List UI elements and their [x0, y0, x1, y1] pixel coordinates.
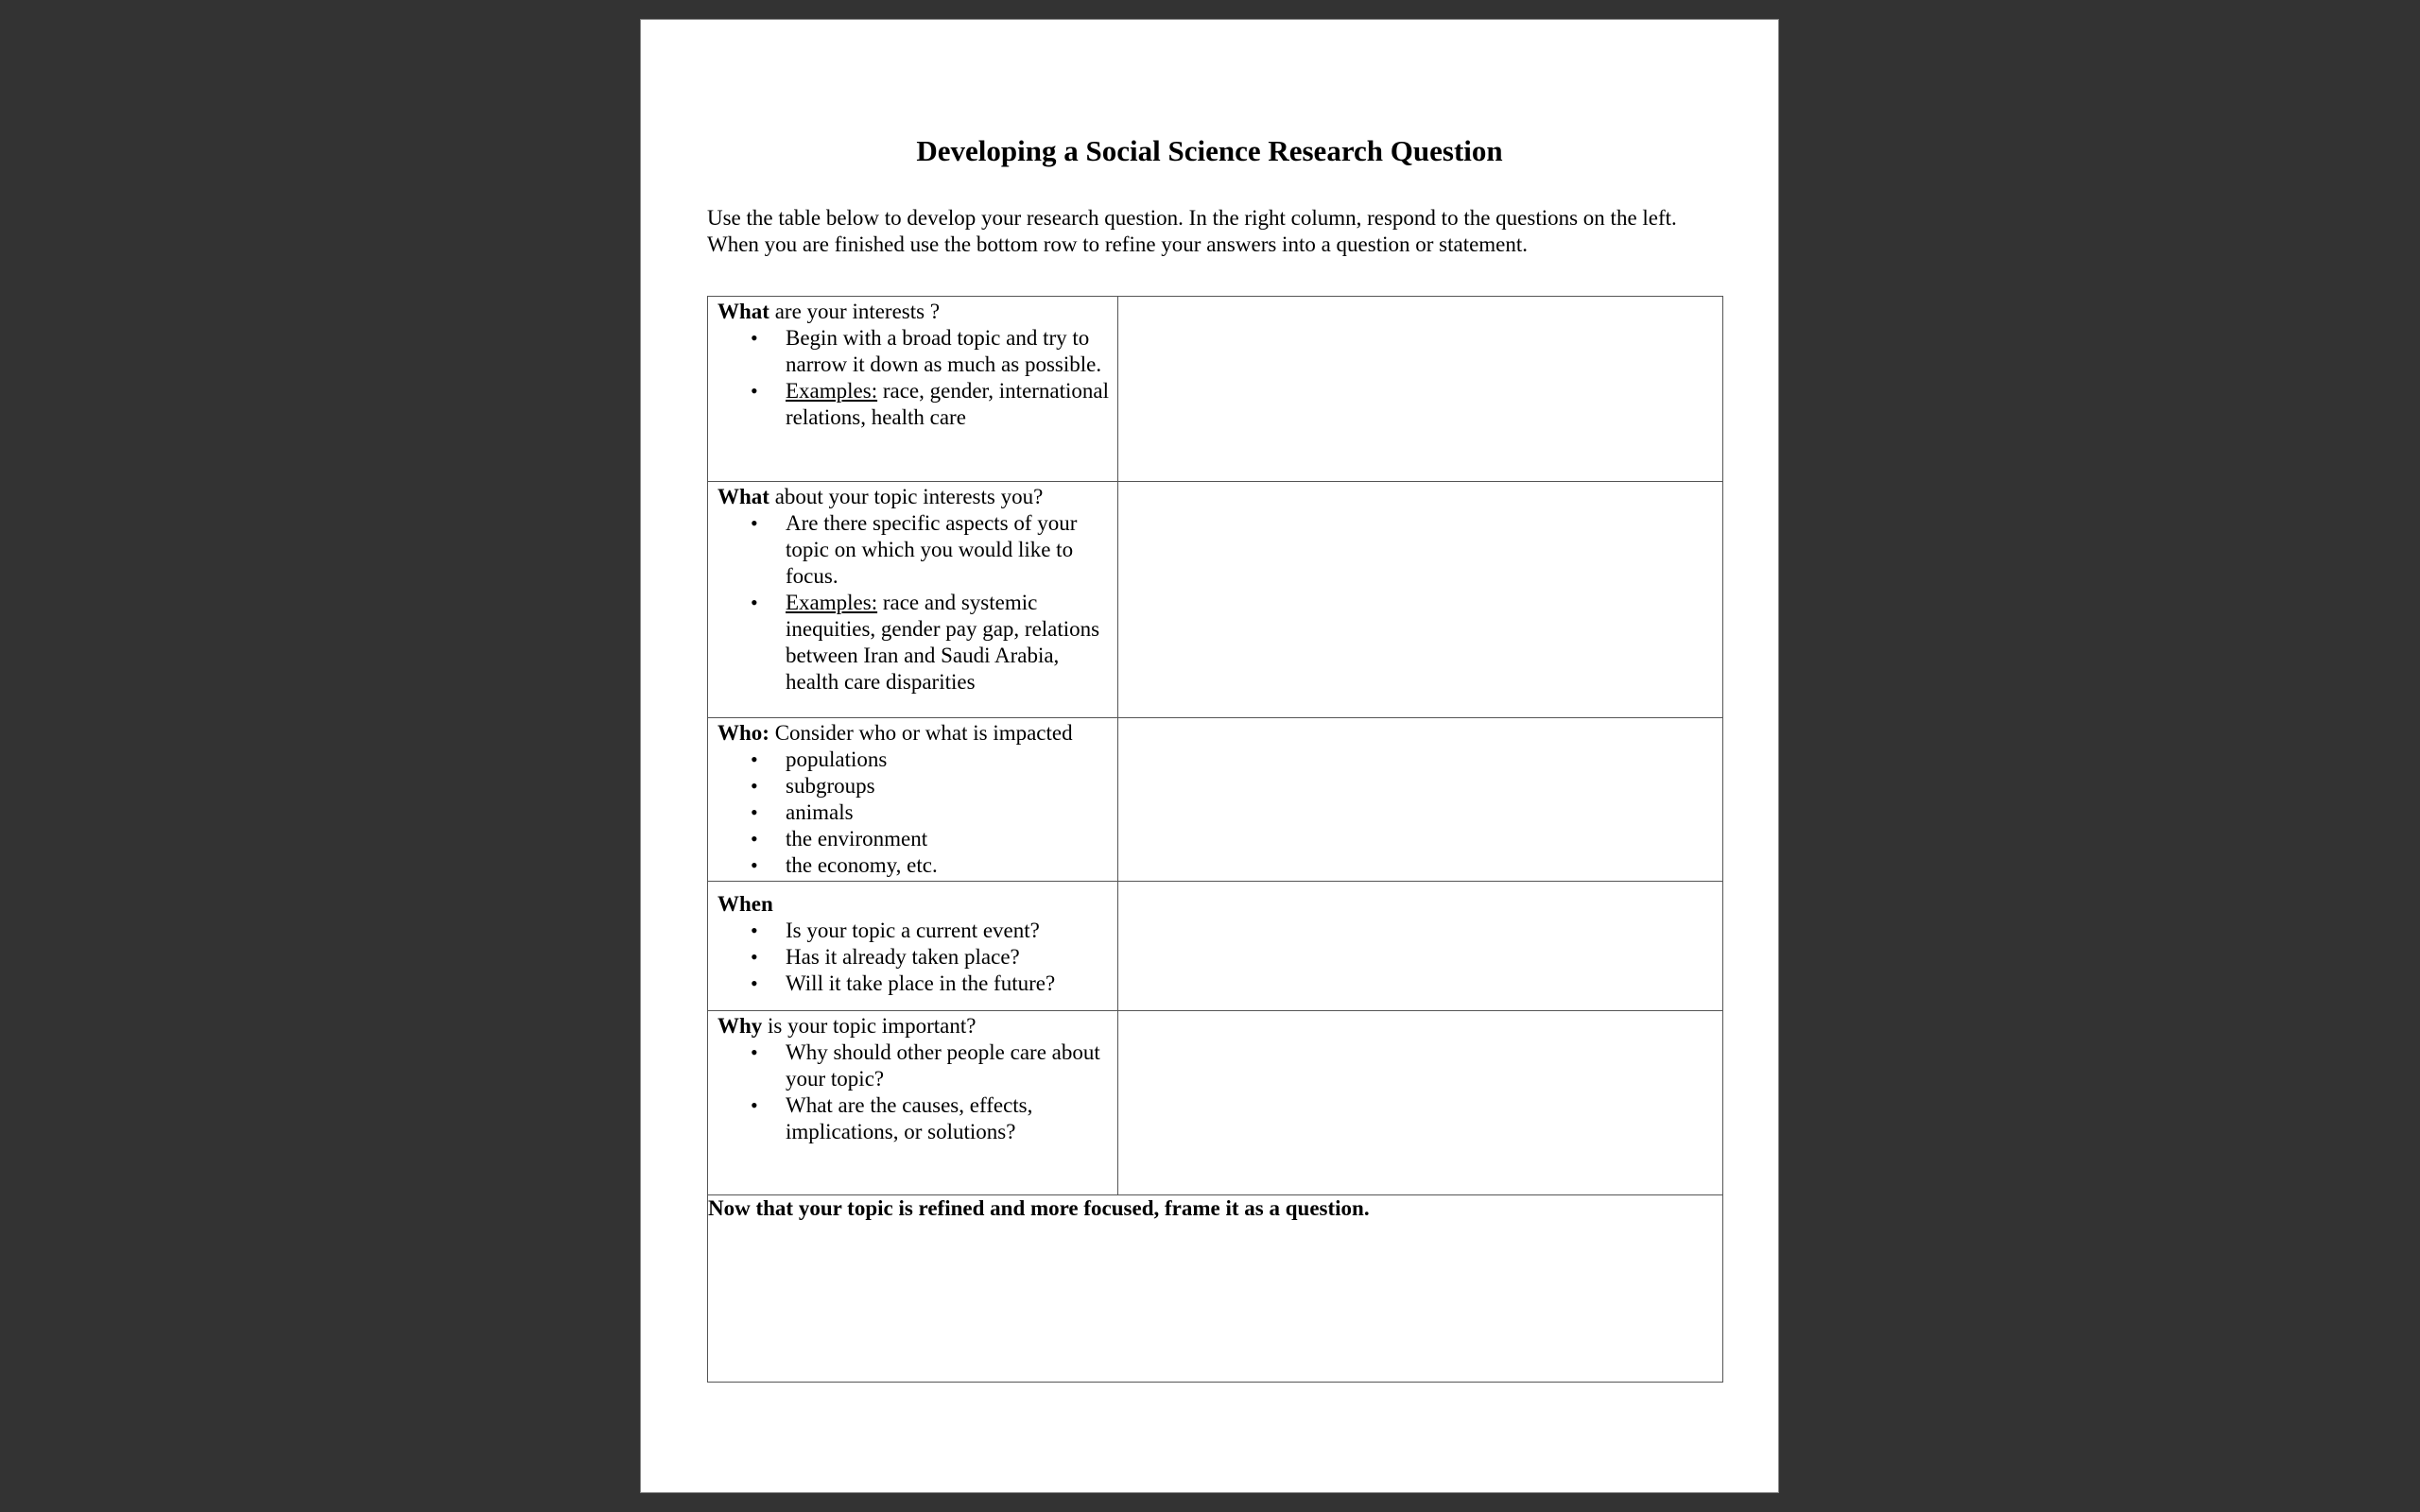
prompt-cell-when — [708, 882, 1118, 1011]
instructions-line-2: When you are finished use the bottom row to refine your answers into a question or statement. — [707, 232, 1529, 256]
response-cell-why[interactable] — [1118, 1011, 1723, 1195]
list-item-text: the economy, etc. — [786, 853, 938, 877]
list-item — [786, 1040, 1112, 1092]
prompt-cell-interests — [708, 297, 1118, 482]
list-item-text: race, gender, international relations, health care — [786, 379, 1110, 429]
final-question-input[interactable] — [708, 1222, 1722, 1368]
list-item — [786, 918, 1112, 944]
list-item — [786, 826, 1112, 852]
list-item-text: Will it take place in the future? — [786, 971, 1056, 995]
instructions — [707, 205, 1747, 258]
list-item — [786, 799, 1112, 826]
response-input-why[interactable] — [1118, 1011, 1722, 1068]
list-item-text: Begin with a broad topic and try to narrow it down as much as possible. — [786, 326, 1102, 376]
list-item — [786, 590, 1112, 696]
list-item-text: Are there specific aspects of your topic on which you would like to focus. — [786, 511, 1078, 588]
examples-label: Examples: — [786, 379, 878, 403]
list-item — [786, 510, 1112, 590]
prompt-lead-text: is your topic important? — [762, 1014, 977, 1038]
prompt-bullet-list — [717, 1040, 1112, 1145]
document-title: Developing a Social Science Research Question — [916, 134, 1503, 167]
list-item-text: the environment — [786, 827, 928, 850]
table-row-who — [708, 718, 1723, 882]
response-input-interests[interactable] — [1118, 297, 1722, 353]
table-row-final-question — [708, 1195, 1723, 1383]
table-row-interests — [708, 297, 1723, 482]
prompt-bullet-list — [717, 510, 1112, 696]
final-question-prompt: Now that your topic is refined and more focused, frame it as a question. — [708, 1196, 1370, 1220]
response-cell-when[interactable] — [1118, 882, 1723, 1011]
response-input-when[interactable] — [1118, 882, 1722, 938]
final-question-cell[interactable] — [708, 1195, 1723, 1383]
list-item — [786, 971, 1112, 997]
prompt-lead-bold: What — [717, 485, 769, 508]
list-item — [786, 378, 1112, 431]
list-item-text: Why should other people care about your topic? — [786, 1040, 1100, 1091]
response-cell-topic-interest[interactable] — [1118, 482, 1723, 718]
prompt-lead-bold: Why — [717, 1014, 763, 1038]
list-item — [786, 852, 1112, 879]
response-cell-who[interactable] — [1118, 718, 1723, 882]
document-page — [640, 19, 1779, 1493]
list-item-text: populations — [786, 747, 888, 771]
list-item — [786, 325, 1112, 378]
list-item — [786, 747, 1112, 773]
prompt-bullet-list — [717, 918, 1112, 997]
list-item-text: What are the causes, effects, implications, or solutions? — [786, 1093, 1033, 1143]
table-row-why — [708, 1011, 1723, 1195]
prompt-bullet-list — [717, 325, 1112, 431]
prompt-cell-topic-interest — [708, 482, 1118, 718]
list-item — [786, 773, 1112, 799]
list-item-text: subgroups — [786, 774, 875, 798]
list-item — [786, 1092, 1112, 1145]
prompt-lead-bold: When — [717, 892, 773, 916]
list-item-text: animals — [786, 800, 854, 824]
response-input-topic-interest[interactable] — [1118, 482, 1722, 539]
prompt-bullet-list — [717, 747, 1112, 879]
response-input-who[interactable] — [1118, 718, 1722, 775]
prompt-lead-bold: What — [717, 300, 769, 323]
list-item — [786, 944, 1112, 971]
prompt-cell-who — [708, 718, 1118, 882]
table-row-when — [708, 882, 1723, 1011]
list-item-text: race and systemic inequities, gender pay gap, relations between Iran and Saudi Arabia, health care disparities — [786, 591, 1100, 694]
response-cell-interests[interactable] — [1118, 297, 1723, 482]
list-item-text: Has it already taken place? — [786, 945, 1020, 969]
list-item-text: Is your topic a current event? — [786, 919, 1040, 942]
research-question-table — [707, 296, 1723, 1383]
instructions-line-1: Use the table below to develop your research question. In the right column, respond to the questions on the left. — [707, 206, 1677, 230]
prompt-lead-text: are your interests ? — [769, 300, 941, 323]
examples-label: Examples: — [786, 591, 878, 614]
table-row-topic-interest — [708, 482, 1723, 718]
prompt-lead-text: about your topic interests you? — [769, 485, 1044, 508]
prompt-cell-why — [708, 1011, 1118, 1195]
prompt-lead-text: Consider who or what is impacted — [769, 721, 1073, 745]
prompt-lead-bold: Who: — [717, 721, 769, 745]
